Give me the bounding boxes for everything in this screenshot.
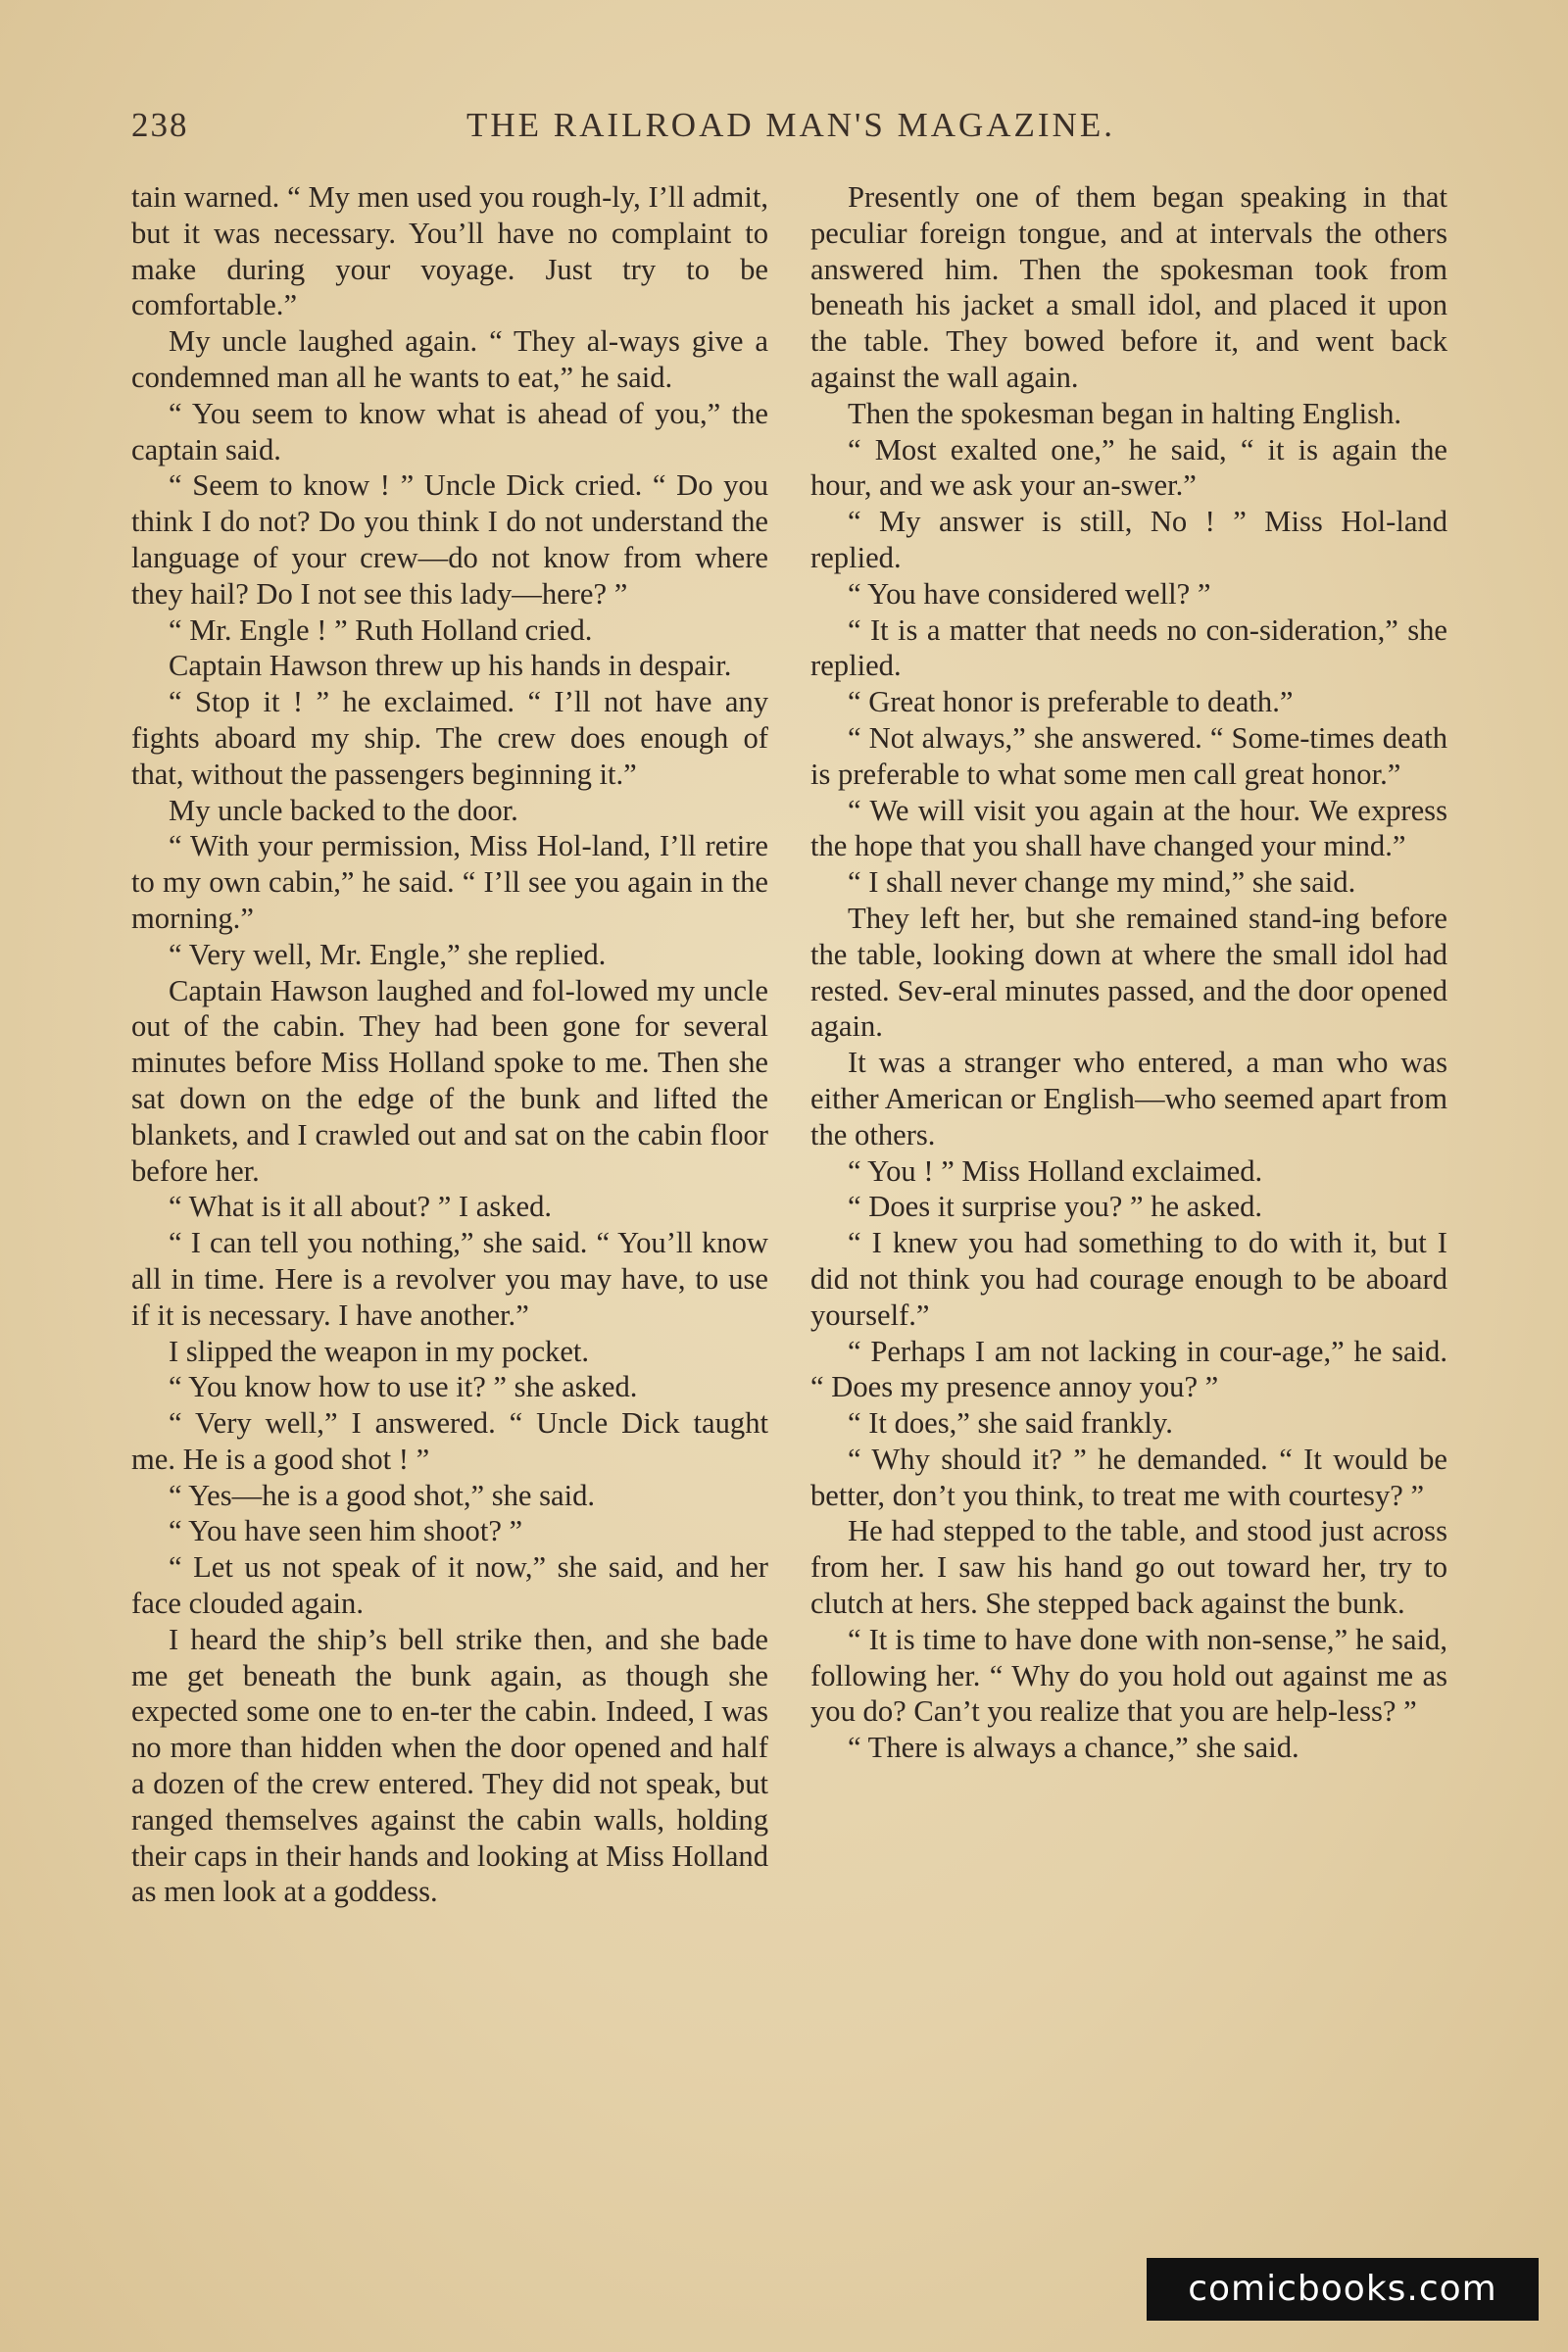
paragraph: “ Let us not speak of it now,” she said, and her face clouded again.	[131, 1550, 768, 1621]
paragraph: “ Seem to know ! ” Uncle Dick cried. “ Do you think I do not? Do you think I do not understand the language of your crew—do not know from where they hail? Do I not see this lady—here? ”	[131, 468, 768, 611]
paragraph: He had stepped to the table, and stood just across from her. I saw his hand go out toward her, try to clutch at hers. She stepped back against the bunk.	[810, 1514, 1447, 1621]
paragraph: “ It is time to have done with non-sense,” he said, following her. “ Why do you hold out against me as you do? Can’t you realize that you are help-less? ”	[810, 1622, 1447, 1729]
page-header	[131, 106, 1450, 153]
watermark-badge: comicbooks.com	[1147, 2258, 1539, 2321]
paragraph: “ Mr. Engle ! ” Ruth Holland cried.	[169, 612, 593, 647]
right-text-column	[810, 179, 1447, 2247]
paragraph: “ Does it surprise you? ” he asked.	[848, 1190, 1263, 1224]
paragraph: Presently one of them began speaking in that peculiar foreign tongue, and at intervals the others answered him. Then the spokesman took from beneath his jacket a small idol, and placed it upon the table. They bowed before it, and went back against the wall again.	[810, 180, 1447, 394]
paragraph: Then the spokesman began in halting English.	[848, 396, 1402, 430]
paragraph: “ It does,” she said frankly.	[848, 1406, 1173, 1441]
paragraph: I slipped the weapon in my pocket.	[169, 1334, 590, 1368]
paragraph: tain warned. “ My men used you rough-ly, I’ll admit, but it was necessary. You’ll have no complaint to make during your voyage. Just try to be comfortable.”	[131, 180, 768, 322]
paragraph: “ Perhaps I am not lacking in cour-age,” he said. “ Does my presence annoy you? ”	[810, 1334, 1447, 1404]
paragraph: Captain Hawson laughed and fol-lowed my uncle out of the cabin. They had been gone for several minutes before Miss Holland spoke to me. Then she sat down on the edge of the bunk and lifted the blankets, and I crawled out and sat on the cabin floor before her.	[131, 973, 768, 1188]
paragraph: “ Why should it? ” he demanded. “ It would be better, don’t you think, to treat me with courtesy? ”	[810, 1442, 1447, 1512]
paragraph: “ Most exalted one,” he said, “ it is again the hour, and we ask your an-swer.”	[810, 432, 1447, 503]
paragraph: “ Very well,” I answered. “ Uncle Dick taught me. He is a good shot ! ”	[131, 1406, 768, 1476]
paragraph: “ You know how to use it? ” she asked.	[169, 1370, 638, 1404]
paragraph: It was a stranger who entered, a man who was either American or English—who seemed apart from the others.	[810, 1046, 1447, 1152]
paragraph: “ You have considered well? ”	[848, 576, 1211, 611]
page-number: 238	[131, 106, 189, 144]
left-text-column	[131, 179, 768, 2247]
paragraph: “ There is always a chance,” she said.	[848, 1731, 1299, 1765]
paragraph: “ I shall never change my mind,” she said.	[848, 865, 1356, 900]
paragraph: “ You have seen him shoot? ”	[169, 1514, 523, 1548]
paragraph: “ You ! ” Miss Holland exclaimed.	[848, 1153, 1263, 1188]
paragraph: “ It is a matter that needs no con-sideration,” she replied.	[810, 612, 1447, 683]
paragraph: “ Stop it ! ” he exclaimed. “ I’ll not have any fights aboard my ship. The crew does enough of that, without the passengers beginning it.”	[131, 685, 768, 791]
paragraph: “ My answer is still, No ! ” Miss Hol-land replied.	[810, 505, 1447, 574]
paragraph: Captain Hawson threw up his hands in despair.	[169, 649, 732, 683]
paragraph: “ With your permission, Miss Hol-land, I’ll retire to my own cabin,” he said. “ I’ll see you again in the morning.”	[131, 829, 768, 935]
paragraph: “ We will visit you again at the hour. We express the hope that you shall have changed your mind.”	[810, 793, 1447, 863]
paragraph: My uncle backed to the door.	[169, 793, 518, 827]
paragraph: I heard the ship’s bell strike then, and she bade me get beneath the bunk again, as though she expected some one to en-ter the cabin. Indeed, I was no more than hidden when the door opened and half a dozen of the crew entered. They did not speak, but ranged themselves against the cabin walls, holding their caps in their hands and looking at Miss Holland as men look at a goddess.	[131, 1622, 768, 1909]
paragraph: “ Very well, Mr. Engle,” she replied.	[169, 937, 607, 971]
paragraph: They left her, but she remained stand-ing before the table, looking down at where the small idol had rested. Sev-eral minutes passed, and the door opened again.	[810, 901, 1447, 1044]
paragraph: “ Not always,” she answered. “ Some-times death is preferable to what some men call great honor.”	[810, 720, 1447, 791]
paragraph: “ Great honor is preferable to death.”	[848, 685, 1294, 719]
paragraph: “ What is it all about? ” I asked.	[169, 1190, 553, 1224]
paragraph: “ I can tell you nothing,” she said. “ You’ll know all in time. Here is a revolver you may have, to use if it is necessary. I have another.”	[131, 1226, 768, 1332]
paragraph: “ Yes—he is a good shot,” she said.	[169, 1478, 596, 1512]
paragraph: My uncle laughed again. “ They al-ways give a condemned man all he wants to eat,” he said.	[131, 324, 768, 394]
paragraph: “ I knew you had something to do with it, but I did not think you had courage enough to be aboard yourself.”	[810, 1226, 1447, 1332]
paragraph: “ You seem to know what is ahead of you,” the captain said.	[131, 396, 768, 466]
running-title: THE RAILROAD MAN'S MAGAZINE.	[466, 106, 1115, 144]
